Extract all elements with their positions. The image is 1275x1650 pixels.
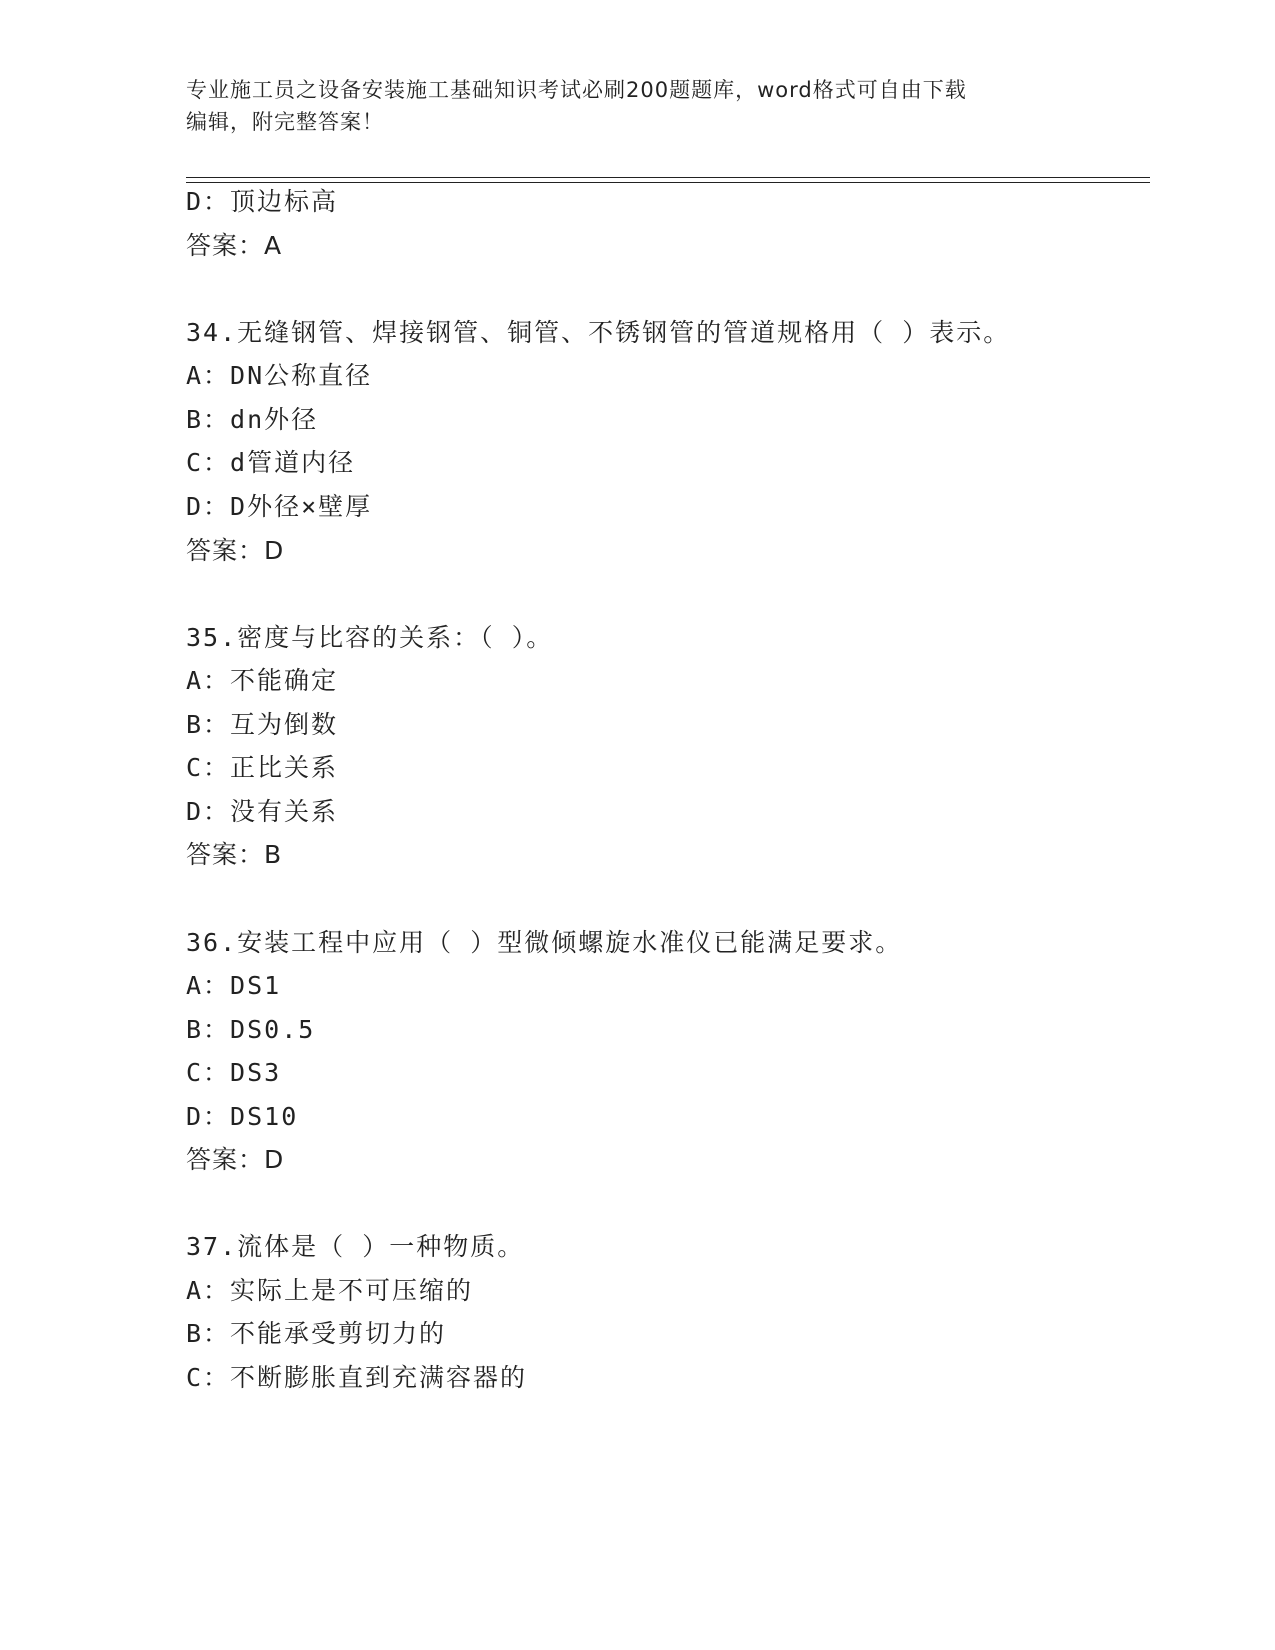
option-c: C：d管道内径 bbox=[186, 448, 356, 477]
option-b: B：DS0.5 bbox=[186, 1015, 316, 1044]
question-stem: 36.安装工程中应用（ ）型微倾螺旋水准仪已能满足要求。 bbox=[186, 928, 903, 957]
answer-line: 答案：A bbox=[186, 231, 283, 260]
option-a: A：DN公称直径 bbox=[186, 361, 373, 390]
question-stem: 35.密度与比容的关系：（ ）。 bbox=[186, 623, 554, 652]
option-d: D：没有关系 bbox=[186, 797, 339, 826]
option-d: D：DS10 bbox=[186, 1102, 299, 1131]
option-a: A：DS1 bbox=[186, 971, 282, 1000]
question-stem: 34.无缝钢管、焊接钢管、铜管、不锈钢管的管道规格用（ ）表示。 bbox=[186, 318, 1011, 347]
header-divider-bottom bbox=[186, 182, 1150, 183]
document-header bbox=[186, 74, 1086, 138]
option-a: A：实际上是不可压缩的 bbox=[186, 1276, 474, 1305]
option-d: D：D外径×壁厚 bbox=[186, 492, 373, 521]
option-c: C：DS3 bbox=[186, 1058, 282, 1087]
answer-line: 答案：D bbox=[186, 1145, 285, 1174]
option-b: B：互为倒数 bbox=[186, 710, 339, 739]
header-title-line-2: 编辑，附完整答案！ bbox=[186, 110, 384, 134]
option-b: B：dn外径 bbox=[186, 405, 319, 434]
answer-line: 答案：B bbox=[186, 840, 283, 869]
option-a: A：不能确定 bbox=[186, 666, 339, 695]
option-b: B：不能承受剪切力的 bbox=[186, 1319, 447, 1348]
answer-line: 答案：D bbox=[186, 536, 285, 565]
option-d: D：顶边标高 bbox=[186, 187, 339, 216]
option-c: C：不断膨胀直到充满容器的 bbox=[186, 1363, 528, 1392]
question-stem: 37.流体是（ ）一种物质。 bbox=[186, 1232, 525, 1261]
header-title-line-1: 专业施工员之设备安装施工基础知识考试必刷200题题库，word格式可自由下载 bbox=[186, 78, 967, 102]
header-divider-top bbox=[186, 177, 1150, 178]
option-c: C：正比关系 bbox=[186, 753, 339, 782]
